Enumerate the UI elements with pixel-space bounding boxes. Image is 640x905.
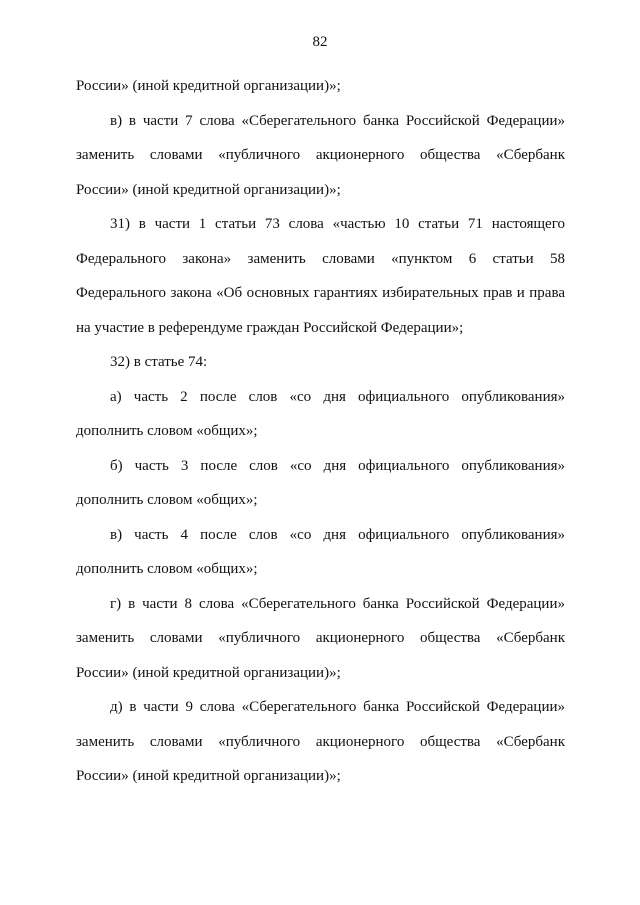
- text-line: в) в части 7 слова «Сберегательного банка Российской Федерации»: [110, 112, 565, 129]
- text-line: дополнить словом «общих»;: [76, 561, 258, 577]
- text-line: заменить словами «публичного акционерного общества «Сбербанк: [76, 147, 565, 163]
- text-line: России» (иной кредитной организации)»;: [76, 768, 341, 784]
- text-line: на участие в референдуме граждан Российской Федерации»;: [76, 319, 464, 336]
- text-line: а) часть 2 после слов «со дня официального опубликования»: [110, 388, 565, 405]
- text-line: заменить словами «публичного акционерного общества «Сбербанк: [76, 630, 565, 646]
- text-line: Федерального закона» заменить словами «пунктом 6 статьи 58: [76, 250, 565, 267]
- paragraph: [76, 587, 565, 691]
- text-line: г) в части 8 слова «Сберегательного банка Российской Федерации»: [110, 595, 565, 612]
- text-line: 32) в статье 74:: [110, 354, 208, 370]
- text-line: Федерального закона «Об основных гарантиях избирательных прав и права: [76, 285, 565, 301]
- paragraph: [76, 518, 565, 587]
- text-line: в) часть 4 после слов «со дня официального опубликования»: [110, 526, 565, 543]
- paragraph: [76, 69, 565, 104]
- paragraph: [76, 449, 565, 518]
- text-line: 31) в части 1 статьи 73 слова «частью 10 статьи 71 настоящего: [110, 216, 565, 232]
- paragraph: [76, 380, 565, 449]
- text-line: России» (иной кредитной организации)»;: [76, 181, 341, 198]
- text-line: б) часть 3 после слов «со дня официального опубликования»: [110, 457, 565, 474]
- document-body: [76, 69, 565, 794]
- paragraph: [76, 104, 565, 208]
- paragraph: [76, 690, 565, 794]
- text-line: дополнить словом «общих»;: [76, 423, 258, 439]
- text-line: д) в части 9 слова «Сберегательного банка Российской Федерации»: [110, 699, 565, 715]
- text-line: России» (иной кредитной организации)»;: [76, 664, 341, 681]
- text-line: заменить словами «публичного акционерного общества «Сбербанк: [76, 733, 565, 750]
- page-number: 82: [312, 34, 328, 50]
- text-line: дополнить словом «общих»;: [76, 492, 258, 508]
- paragraph: [76, 345, 565, 380]
- text-line: России» (иной кредитной организации)»;: [76, 78, 341, 94]
- paragraph: [76, 207, 565, 345]
